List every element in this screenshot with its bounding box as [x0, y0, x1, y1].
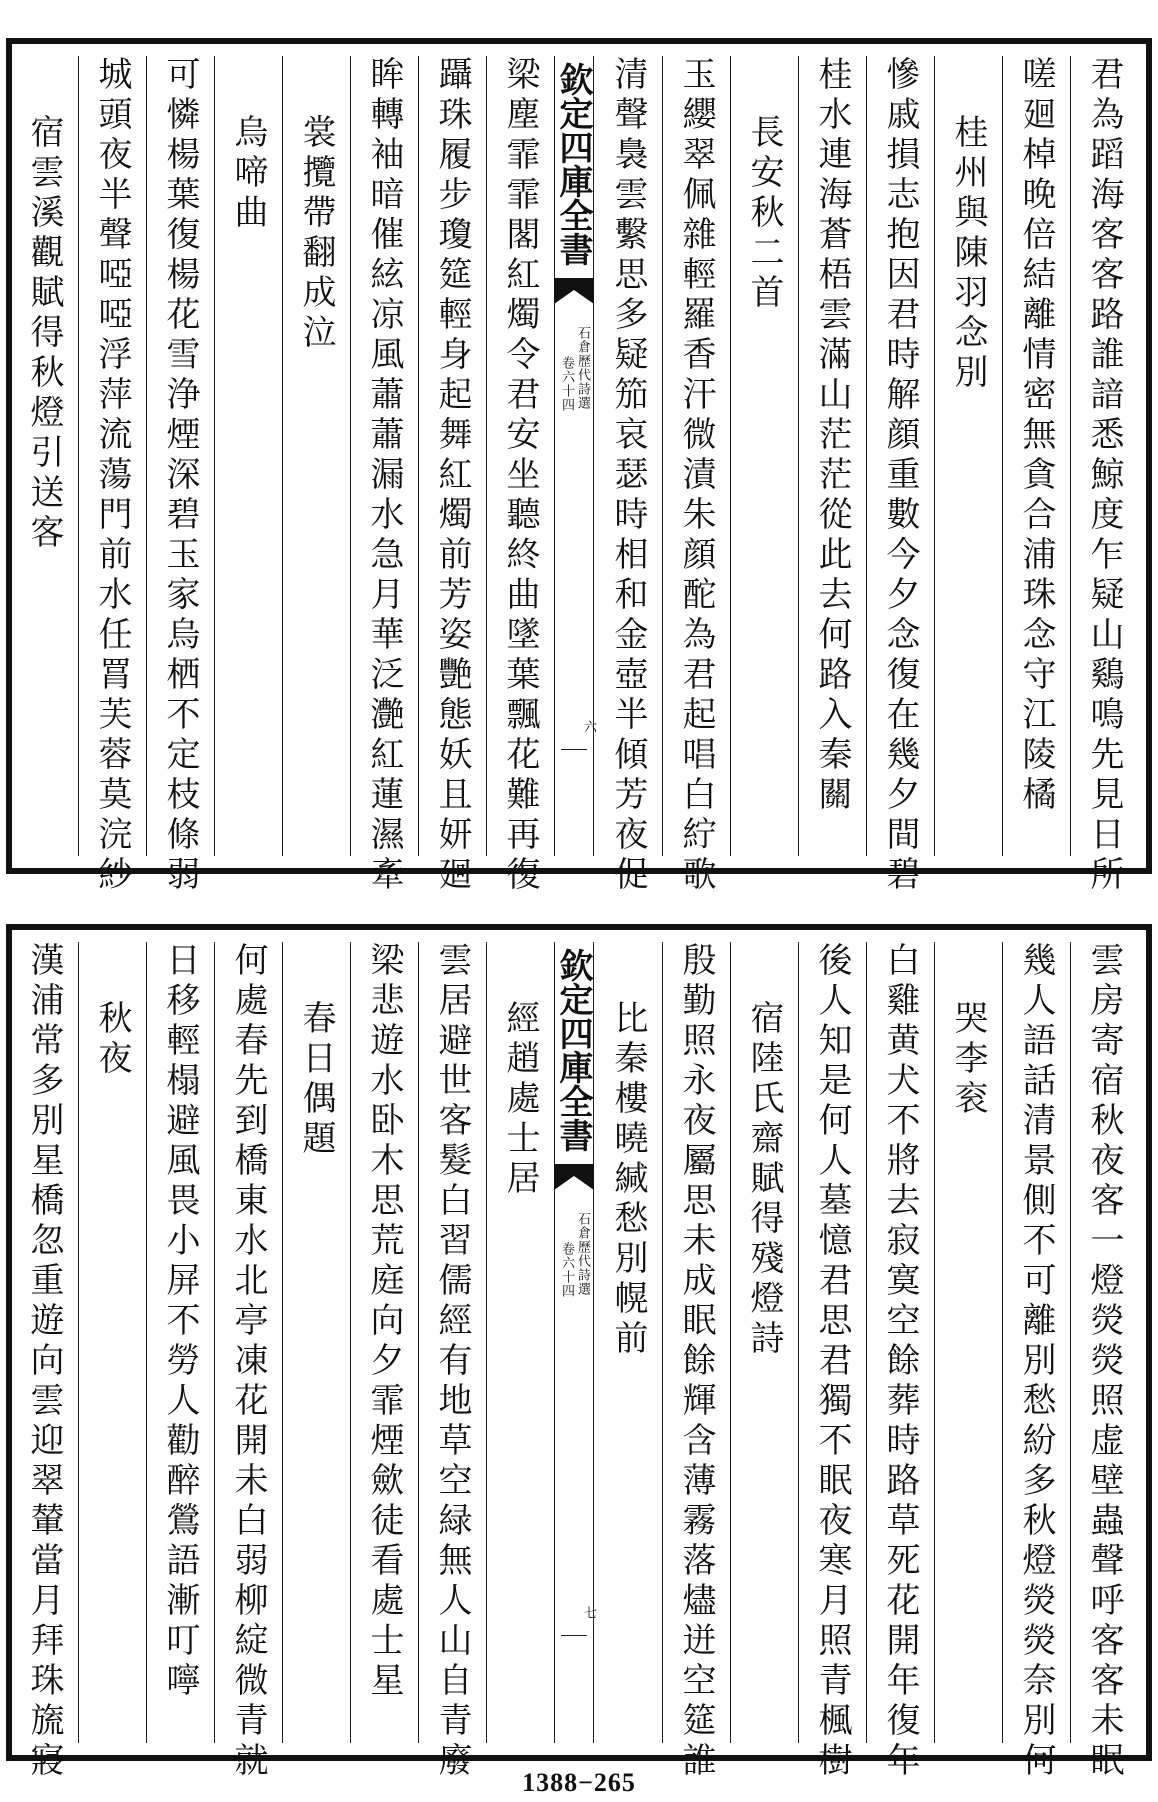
column-text: 秋夜 — [92, 1000, 132, 1080]
text-column — [282, 942, 350, 1743]
column-text: 比秦樓曉緘愁別幌前 — [608, 1000, 648, 1360]
text-column — [146, 942, 214, 1743]
text-column — [418, 56, 486, 896]
text-column — [78, 56, 146, 896]
column-rule — [798, 942, 799, 1743]
text-column — [1002, 56, 1070, 856]
column-rule — [662, 942, 663, 1743]
column-text: 桂州與陳羽念別 — [948, 114, 988, 394]
column-text: 長安秋二首 — [744, 114, 784, 314]
text-column — [350, 942, 418, 1743]
text-column — [934, 942, 1002, 1743]
column-rule — [730, 56, 731, 856]
column-rule — [418, 56, 419, 856]
column-rule — [934, 56, 935, 856]
column-rule — [418, 942, 419, 1743]
center-gutter — [554, 942, 594, 1743]
column-text: 何處春先到橋東水北亭凍花開未白弱柳綻微青就 — [228, 942, 268, 1782]
column-text: 白雞黄犬不將去寂寞空餘葬時路草死花開年復年 — [880, 942, 920, 1782]
text-column — [486, 56, 554, 896]
column-text: 桂水連海蒼梧雲滿山茫茫從此去何路入秦關 — [812, 56, 852, 816]
center-gutter — [554, 56, 594, 856]
text-column — [866, 56, 934, 896]
text-column — [78, 942, 146, 1743]
text-column — [934, 56, 1002, 856]
text-column — [662, 942, 730, 1782]
text-column — [730, 942, 798, 1743]
gutter-book-title: 石倉歷代詩選 — [575, 1212, 590, 1296]
column-rule — [282, 56, 283, 856]
top-page-panel — [6, 38, 1152, 896]
column-rule — [146, 942, 147, 1743]
column-rule — [1070, 56, 1071, 856]
column-text: 城頭夜半聲啞啞浮萍流蕩門前水任罥芙蓉莫浣紗 — [92, 56, 132, 896]
column-text: 梁塵霏霏閣紅燭令君安坐聽終曲墜葉飄花難再復 — [500, 56, 540, 896]
text-column — [146, 56, 214, 896]
column-rule — [866, 56, 867, 856]
text-column — [350, 56, 418, 896]
column-rule — [350, 942, 351, 1743]
column-rule — [1070, 942, 1071, 1743]
column-text: 殷勤照永夜屬思未成眠餘輝含薄霧落燼迸空筵誰 — [676, 942, 716, 1782]
column-rule — [934, 942, 935, 1743]
text-column — [1070, 56, 1138, 896]
column-rule — [486, 942, 487, 1743]
column-text: 嗟廻棹晚倍結離情密無貪合浦珠念守江陵橘 — [1016, 56, 1056, 816]
text-column — [1002, 942, 1070, 1782]
gutter-page-number: 七 — [581, 1606, 596, 1619]
gutter-book-title: 石倉歷代詩選 — [575, 326, 590, 410]
text-column — [798, 942, 866, 1782]
column-rule — [350, 56, 351, 856]
column-rule — [282, 942, 283, 1743]
column-text: 玉纓翠佩雜輕羅香汗微漬朱顔酡為君起唱白紵歌 — [676, 56, 716, 896]
fish-tail-mark-icon — [554, 278, 594, 314]
gutter-juan: 卷六十四 — [559, 1242, 574, 1298]
column-text: 後人知是何人墓憶君思君獨不眠夜寒月照青楓樹 — [812, 942, 852, 1782]
page-footer-number: 1388−265 — [522, 1768, 636, 1797]
gutter-title: 欽定四庫全書 — [553, 948, 593, 1152]
text-column — [798, 56, 866, 856]
column-rule — [1002, 942, 1003, 1743]
column-text: 幾人語話清景側不可離別愁紛多秋燈熒熒奈別何 — [1016, 942, 1056, 1782]
column-text: 慘戚損志抱因君時解顔重數今夕念復在幾夕間碧 — [880, 56, 920, 896]
column-text: 可憐楊葉復楊花雪浄煙深碧玉家烏栖不定枝條弱 — [160, 56, 200, 896]
gutter-title: 欽定四庫全書 — [553, 62, 593, 266]
text-column — [282, 56, 350, 856]
text-column — [594, 942, 662, 1743]
column-rule — [214, 942, 215, 1743]
column-text: 春日偶題 — [296, 1000, 336, 1160]
column-text: 眸轉袖暗催絃凉風蕭蕭漏水急月華泛灔紅蓮濕牽 — [364, 56, 404, 896]
column-rule — [486, 56, 487, 856]
column-text: 君為蹈海客客路誰諳悉鯨度乍疑山鷄鳴先見日所 — [1084, 56, 1124, 896]
column-text: 躡珠履步瓊筵輕身起舞紅燭前芳姿艷態妖且妍廻 — [432, 56, 472, 896]
column-text: 宿陸氏齋賦得殘燈詩 — [744, 1000, 784, 1360]
column-rule — [146, 56, 147, 856]
text-column — [1070, 942, 1138, 1782]
column-rule — [798, 56, 799, 856]
column-text: 清聲裊雲繫思多疑笳哀瑟時相和金壺半傾芳夜促 — [608, 56, 648, 896]
text-column — [214, 56, 282, 856]
bottom-page-panel — [6, 924, 1152, 1782]
gutter-rule — [561, 1635, 587, 1636]
gutter-juan: 卷六十四 — [559, 356, 574, 412]
column-rule — [78, 56, 79, 856]
column-text: 裳攬帶翻成泣 — [296, 114, 336, 354]
text-column — [594, 56, 662, 896]
column-text: 哭李衮 — [948, 1000, 988, 1120]
column-text: 日移輕榻避風畏小屏不勞人勸醉鶯語漸叮嚀 — [160, 942, 200, 1702]
gutter-page-number: 六 — [581, 720, 596, 733]
column-rule — [1002, 56, 1003, 856]
column-text: 漢浦常多別星橋忽重遊向雲迎翠輦當月拜珠旒寢 — [24, 942, 64, 1782]
text-column — [418, 942, 486, 1782]
text-column — [10, 942, 78, 1782]
column-rule — [662, 56, 663, 856]
column-text: 梁悲遊水卧木思荒庭向夕霏煙歛徒看處士星 — [364, 942, 404, 1702]
text-column — [730, 56, 798, 856]
column-text: 烏啼曲 — [228, 114, 268, 234]
column-rule — [214, 56, 215, 856]
text-column — [662, 56, 730, 896]
column-rule — [78, 942, 79, 1743]
fish-tail-mark-icon — [554, 1164, 594, 1200]
text-column — [10, 56, 78, 856]
column-rule — [730, 942, 731, 1743]
text-column — [866, 942, 934, 1782]
column-text: 雲居避世客髮白習儒經有地草空緑無人山自青廢 — [432, 942, 472, 1782]
column-text: 宿雲溪觀賦得秋燈引送客 — [24, 114, 64, 554]
column-rule — [866, 942, 867, 1743]
gutter-rule — [561, 749, 587, 750]
column-text: 雲房寄宿秋夜客一燈熒熒照虚壁蟲聲呼客客未眠 — [1084, 942, 1124, 1782]
column-text: 經趙處士居 — [500, 1000, 540, 1200]
text-column — [214, 942, 282, 1782]
text-column — [486, 942, 554, 1743]
